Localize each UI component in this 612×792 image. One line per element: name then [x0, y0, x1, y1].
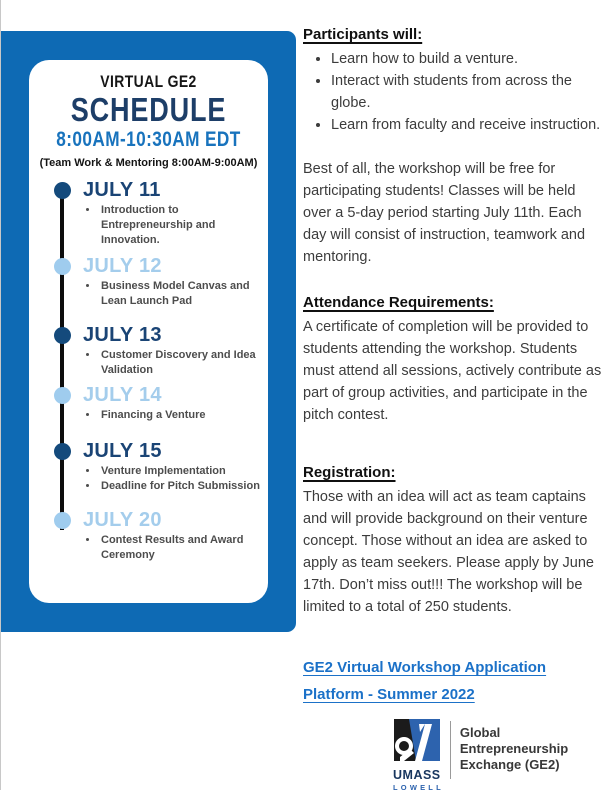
event-date: JULY 11: [83, 179, 161, 201]
timeline-dot: [54, 327, 71, 344]
event-item: • Business Model Canvas and Lean Launch Pad: [99, 279, 268, 309]
schedule-title-virtual-ge2: VIRTUAL GE2: [100, 72, 197, 91]
participants-list: [303, 48, 605, 136]
content-column: [303, 24, 605, 792]
event-item: • Financing a Venture: [99, 408, 268, 423]
timeline-event-july-11: [83, 178, 268, 248]
logo-org-name: Global Entrepreneurship Exchange (GE2): [459, 725, 569, 772]
event-date: JULY 20: [83, 509, 162, 531]
timeline-dot: [54, 258, 71, 275]
umass-lowell-logo-mark: [393, 719, 444, 792]
schedule-title-schedule: SCHEDULE: [70, 91, 227, 128]
schedule-subtitle: (Team Work & Mentoring 8:00AM-9:00AM): [39, 157, 258, 169]
event-items: [83, 279, 268, 309]
event-item: • Customer Discovery and Idea Validation: [99, 348, 268, 378]
event-items: [83, 203, 268, 248]
event-items: [83, 464, 268, 494]
schedule-inner-card: [29, 60, 268, 603]
schedule-card: [1, 31, 296, 632]
timeline-dot: [54, 443, 71, 460]
timeline-dot: [54, 387, 71, 404]
registration-heading: Registration:: [303, 464, 396, 481]
timeline-event-july-13: [83, 323, 268, 378]
attendance-heading: Attendance Requirements:: [303, 294, 494, 311]
timeline-event-july-20: [83, 508, 268, 563]
participants-item: • Learn from faculty and receive instruction.: [331, 114, 605, 136]
timeline-line: [60, 190, 64, 530]
application-platform-link[interactable]: GE2 Virtual Workshop Application Platform - Summer 2022: [303, 659, 547, 703]
event-item: • Deadline for Pitch Submission: [99, 479, 268, 494]
event-items: [83, 533, 268, 563]
event-item: • Venture Implementation: [99, 464, 268, 479]
participants-item: • Learn how to build a venture.: [331, 48, 605, 70]
umass-logo-icon: [394, 719, 440, 761]
schedule-time-range: 8:00AM-10:30AM EDT: [56, 128, 241, 151]
timeline-event-july-12: [83, 254, 268, 309]
timeline-event-july-15: [83, 439, 268, 494]
schedule-timeline: [29, 178, 268, 563]
timeline-dot: [54, 512, 71, 529]
event-items: [83, 408, 268, 423]
timeline-event-july-14: [83, 383, 268, 423]
event-date: JULY 12: [83, 255, 162, 277]
logo-divider: [450, 721, 451, 779]
logo-umass-text: UMASS: [393, 768, 441, 782]
event-item: • Contest Results and Award Ceremony: [99, 533, 268, 563]
event-item: • Introduction to Entrepreneurship and Innovation.: [99, 203, 268, 248]
participants-heading: Participants will:: [303, 26, 423, 43]
attendance-paragraph: A certificate of completion will be provided to students attending the workshop. Students must attend all sessions, actively contribute as part of group activities, and participate in the pitch contest.: [303, 319, 602, 423]
intro-paragraph: Best of all, the workshop will be free for participating students! Classes will be held over a 5-day period starting July 11th. Each day will consist of instruction, teamwork and mentoring.: [303, 161, 586, 265]
event-date: JULY 14: [83, 384, 162, 406]
umass-lowell-ge2-logo: [393, 719, 605, 792]
registration-paragraph: Those with an idea will act as team captains and will provide background on their venture concept. Those without an idea are asked to apply as team seekers. Please apply by June 17th. Don’t miss out!!! The workshop will be limited to a total of 250 students.: [303, 489, 594, 615]
timeline-dot: [54, 182, 71, 199]
event-date: JULY 15: [83, 440, 162, 462]
logo-lowell-text: LOWELL: [393, 783, 444, 792]
event-items: [83, 348, 268, 378]
participants-item: • Interact with students from across the globe.: [331, 70, 605, 114]
event-date: JULY 13: [83, 324, 162, 346]
